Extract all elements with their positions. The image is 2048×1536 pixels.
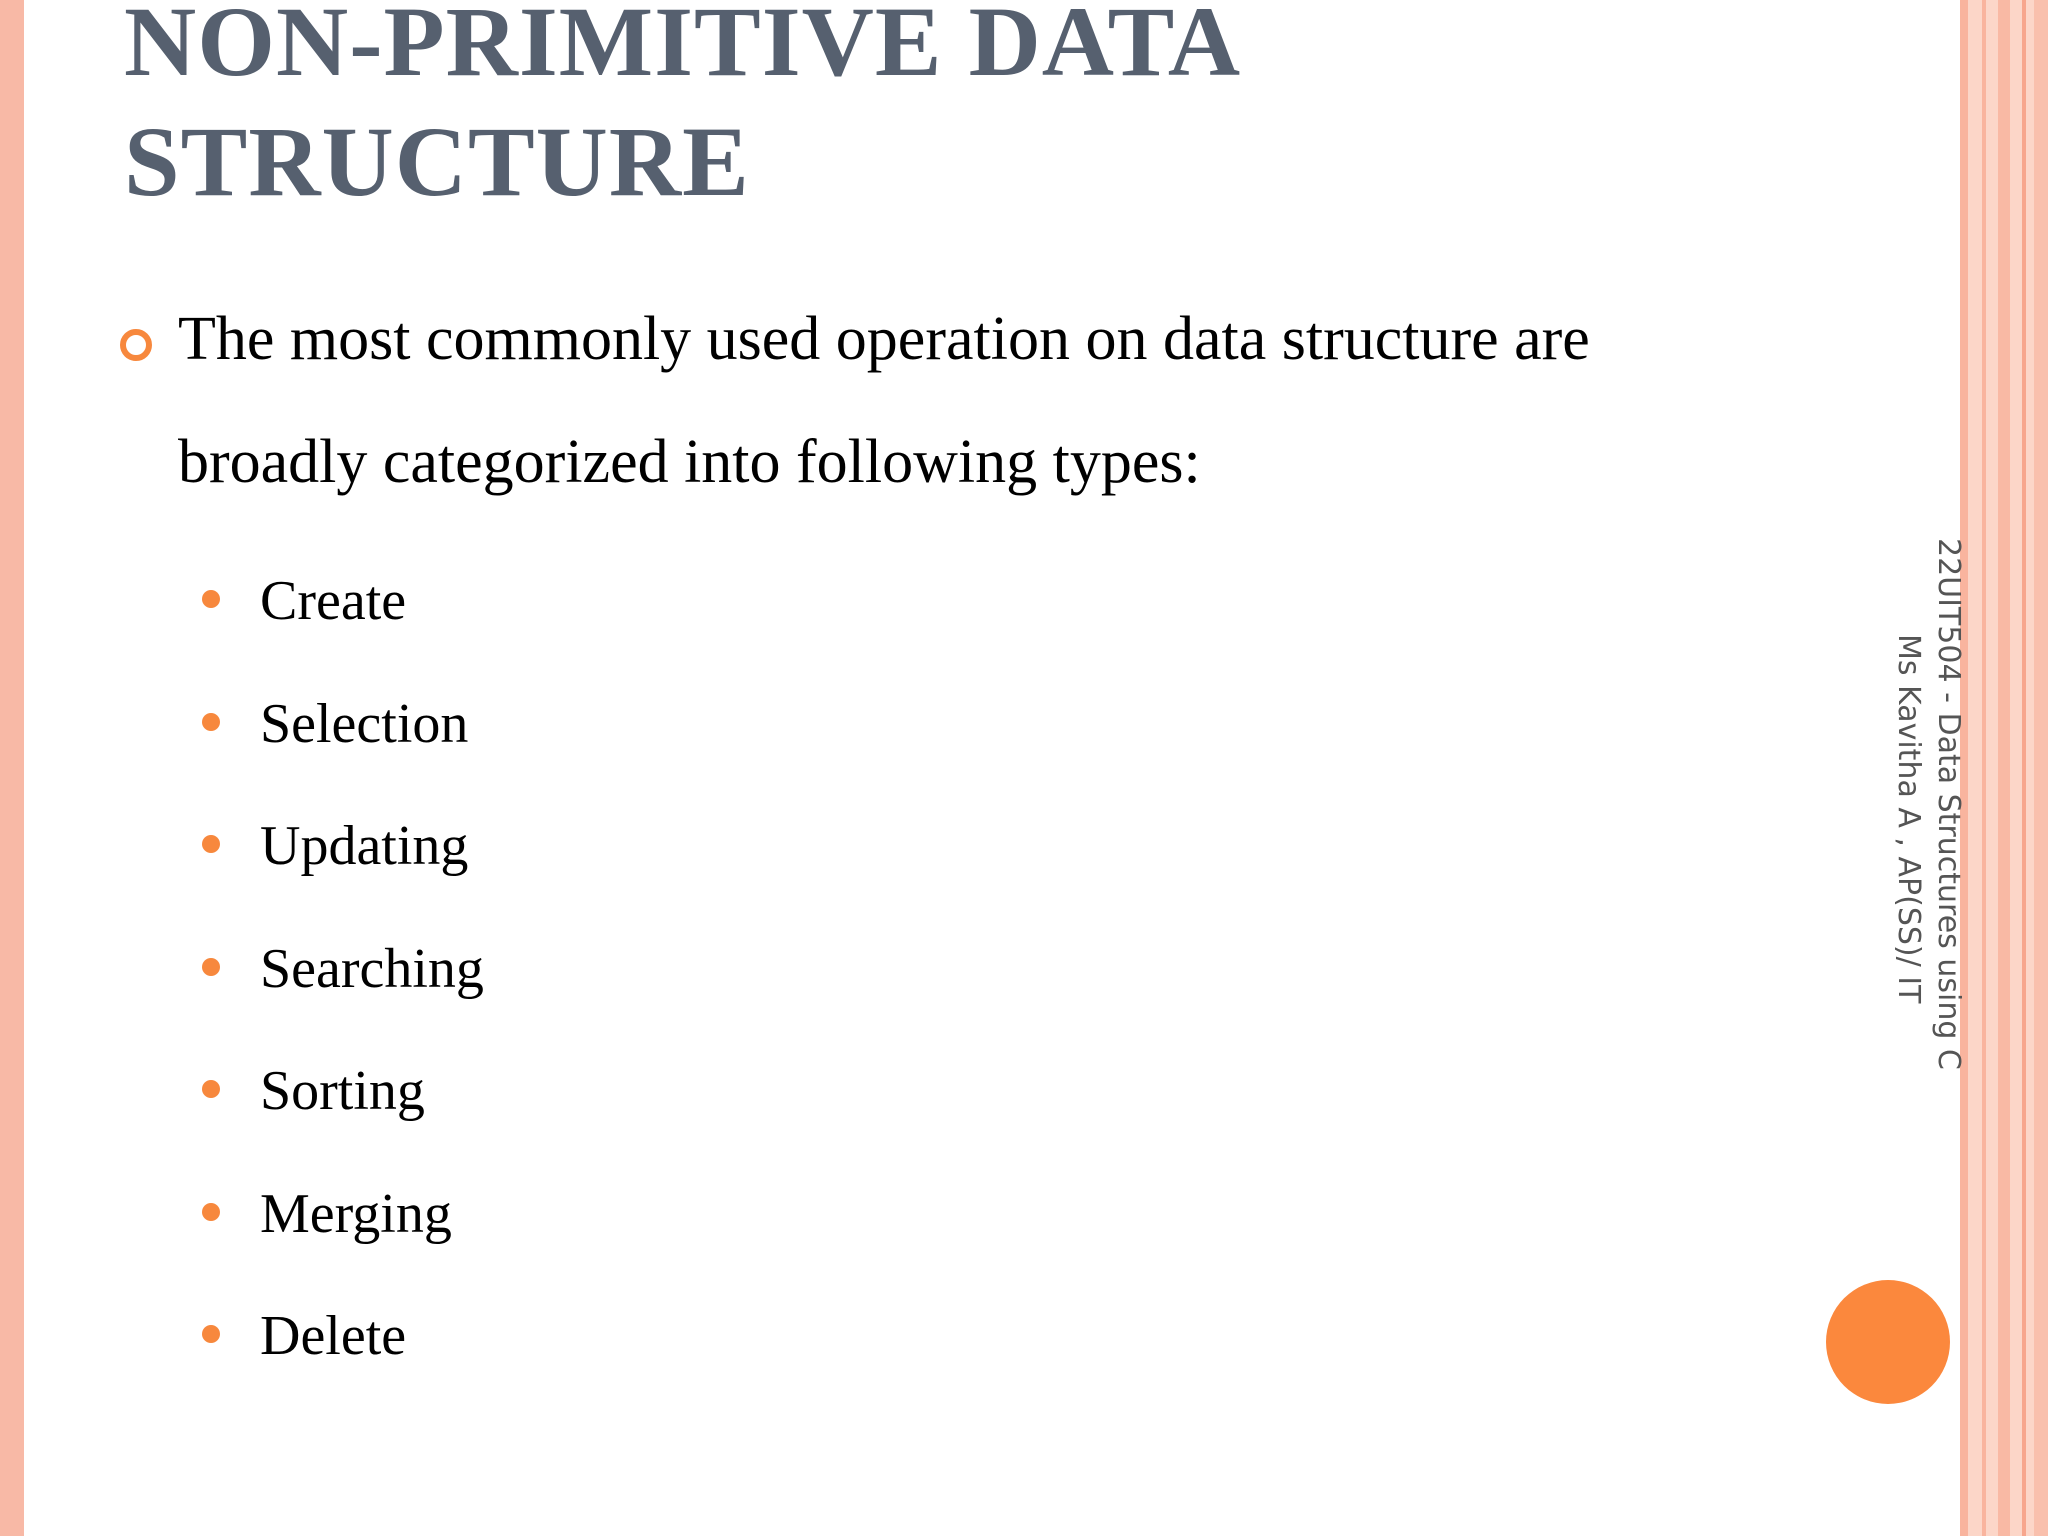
orange-circle-decoration bbox=[1826, 1280, 1950, 1404]
author-caption: Ms Kavitha A , AP(SS)/ IT bbox=[1891, 634, 1926, 1004]
list-item-label: Create bbox=[260, 570, 407, 632]
title-line-2: STRUCTURE bbox=[124, 106, 750, 217]
dot-bullet-icon bbox=[202, 713, 220, 731]
ring-bullet-icon bbox=[120, 329, 152, 361]
stripe bbox=[2022, 0, 2026, 1536]
list-item bbox=[200, 683, 484, 806]
rotated-caption bbox=[1888, 538, 1968, 1098]
dot-bullet-icon bbox=[202, 835, 220, 853]
course-caption: 22UIT504 - Data Structures using C bbox=[1931, 538, 1966, 1070]
left-accent-border bbox=[0, 0, 24, 1536]
list-item bbox=[200, 560, 484, 683]
title-line-1: NON-PRIMITIVE DATA bbox=[124, 0, 1242, 97]
stripe bbox=[1998, 0, 2010, 1536]
side-footer-caption bbox=[1880, 538, 1970, 1098]
operation-types-list bbox=[200, 560, 484, 1418]
list-item bbox=[200, 1295, 484, 1418]
list-item-label: Sorting bbox=[260, 1060, 425, 1122]
list-item bbox=[200, 1173, 484, 1296]
list-item-label: Merging bbox=[260, 1182, 452, 1245]
right-decorative-stripes bbox=[1960, 0, 2048, 1536]
list-item-label: Searching bbox=[260, 937, 484, 1000]
dot-bullet-icon bbox=[202, 958, 220, 976]
main-bullet-text: The most commonly used operation on data structure are broadly categorized into following types: bbox=[178, 305, 1590, 496]
list-item bbox=[200, 1050, 484, 1173]
slide-title bbox=[124, 0, 1241, 222]
list-item-label: Delete bbox=[260, 1305, 407, 1367]
stripe bbox=[2034, 0, 2048, 1536]
list-item-label: Updating bbox=[260, 815, 469, 877]
dot-bullet-icon bbox=[202, 590, 220, 608]
stripe bbox=[1982, 0, 1986, 1536]
list-item-label: Selection bbox=[260, 692, 469, 755]
list-item bbox=[200, 805, 484, 928]
dot-bullet-icon bbox=[202, 1325, 220, 1343]
dot-bullet-icon bbox=[202, 1203, 220, 1221]
main-bullet bbox=[120, 305, 1750, 558]
list-item bbox=[200, 928, 484, 1051]
dot-bullet-icon bbox=[202, 1080, 220, 1098]
